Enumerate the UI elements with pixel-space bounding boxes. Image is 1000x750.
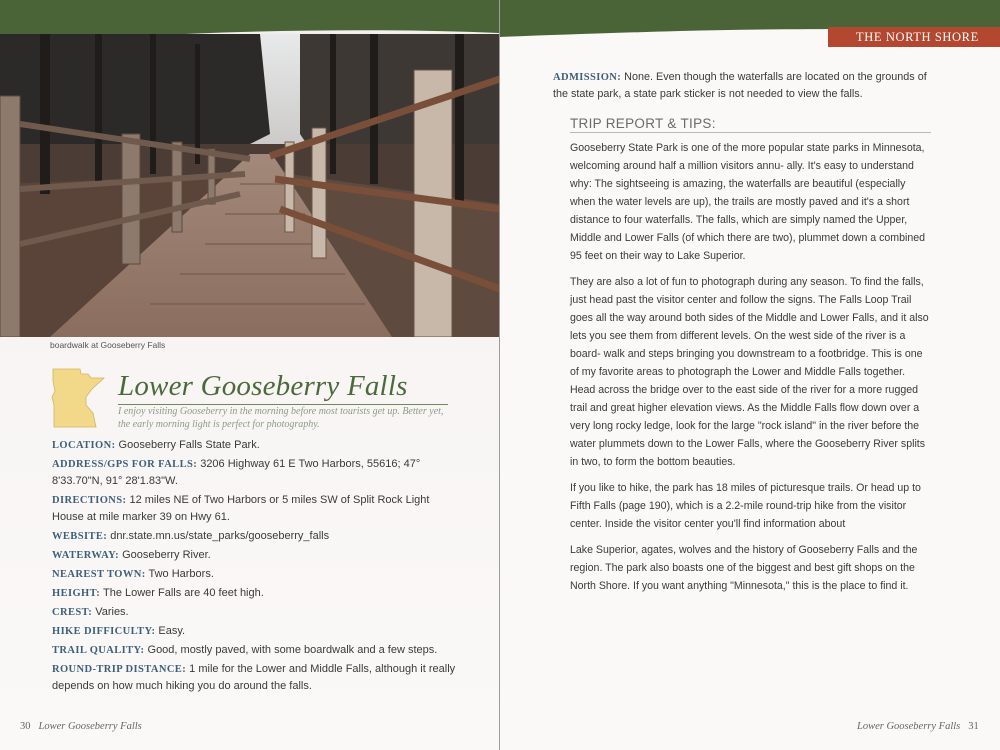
fact-value: Gooseberry River. bbox=[119, 549, 211, 561]
fact-round-trip-distance bbox=[52, 661, 462, 695]
fact-label: DIRECTIONS: bbox=[52, 495, 127, 506]
fact-value: The Lower Falls are 40 feet high. bbox=[100, 587, 264, 599]
fact-label: HEIGHT: bbox=[52, 588, 101, 599]
page-number: 31 bbox=[968, 721, 979, 732]
fact-value: Good, mostly paved, with some boardwalk and a few steps. bbox=[144, 644, 438, 656]
fact-label: LOCATION: bbox=[52, 440, 116, 451]
footer-right bbox=[857, 721, 979, 732]
section-heading: TRIP REPORT & TIPS: bbox=[570, 116, 931, 133]
facts-list bbox=[52, 437, 462, 697]
fact-label: WATERWAY: bbox=[52, 550, 120, 561]
fact-label: CREST: bbox=[52, 607, 93, 618]
page-number: 30 bbox=[20, 721, 31, 732]
fact-value: 1 mile for the Lower and Middle Falls, although it really depends on how much hiking you do around the falls. bbox=[52, 663, 456, 692]
fact-label: HIKE DIFFICULTY: bbox=[52, 626, 156, 637]
fact-value: Two Harbors. bbox=[145, 568, 214, 580]
fact-location bbox=[52, 437, 462, 454]
paragraph: They are also a lot of fun to photograph during any season. To find the falls, just head past the visitor center and follow the signs. The Falls Loop Trail goes all the way around both sides of the Middle and Lower Falls, and it also lets you see them from different levels. On the west side of the river is a board- walk and steps bringing you downstream to a footbridge. This is one of my favorite areas to photograph the Lower and Middle Falls together. Head across the bridge over to the east side of the river for a more rugged trail and great higher elevation views. As the Middle Falls flow down over a very long rocky ledge, look for the large "rock island" in the river before the water plummets down to the Lower Falls, where the Gooseberry River splits in two, to form the bottom beauties. bbox=[570, 276, 929, 468]
running-footer-title: Lower Gooseberry Falls bbox=[857, 721, 961, 732]
page-title: Lower Gooseberry Falls bbox=[118, 370, 448, 405]
fact-label: NEAREST TOWN: bbox=[52, 569, 146, 580]
fact-label: ROUND-TRIP DISTANCE: bbox=[52, 664, 187, 675]
running-footer-title: Lower Gooseberry Falls bbox=[38, 721, 142, 732]
fact-height bbox=[52, 585, 462, 602]
trip-report-body bbox=[570, 139, 932, 603]
fact-trail-quality bbox=[52, 642, 462, 659]
admission-label: ADMISSION: bbox=[553, 72, 622, 83]
fact-value: dnr.state.mn.us/state_parks/gooseberry_falls bbox=[107, 530, 330, 542]
boardwalk-photo bbox=[0, 34, 500, 337]
fact-hike-difficulty bbox=[52, 623, 462, 640]
fact-value: 12 miles NE of Two Harbors or 5 miles SW of Split Rock Light House at mile marker 39 on Hwy 61. bbox=[52, 494, 430, 523]
minnesota-state-map-icon bbox=[50, 367, 108, 429]
intro-text: I enjoy visiting Gooseberry in the morning before most tourists get up. Better yet, the early morning light is perfect for photography. bbox=[118, 406, 444, 430]
right-page bbox=[500, 0, 1000, 750]
fact-website bbox=[52, 528, 462, 545]
fact-value: Varies. bbox=[92, 606, 129, 618]
fact-label: ADDRESS/GPS FOR FALLS: bbox=[52, 459, 198, 470]
paragraph: Gooseberry State Park is one of the more popular state parks in Minnesota, welcoming around half a million visitors annu- ally. It's easy to understand why: The sightseeing is amazing, the waterfalls are beautiful (especially when the water levels are up), the trails are mostly paved and it's a short distance to four waterfalls. The falls, which are simply named the Upper, Middle and Lower Falls (of which there are two), plummet down a combined 95 feet on their way to Lake Superior. bbox=[570, 142, 926, 262]
fact-label: WEBSITE: bbox=[52, 531, 108, 542]
admission-value: None. Even though the waterfalls are located on the grounds of the state park, a state park sticker is not needed to view the falls. bbox=[553, 71, 927, 100]
fact-directions bbox=[52, 492, 462, 526]
fact-crest bbox=[52, 604, 462, 621]
photo-caption: boardwalk at Gooseberry Falls bbox=[50, 340, 166, 350]
fact-address bbox=[52, 456, 462, 490]
fact-value: Gooseberry Falls State Park. bbox=[115, 439, 260, 451]
chapter-tab: THE NORTH SHORE bbox=[828, 27, 1000, 47]
fact-value: Easy. bbox=[155, 625, 186, 637]
fact-label: TRAIL QUALITY: bbox=[52, 645, 145, 656]
paragraph: Lake Superior, agates, wolves and the history of Gooseberry Falls and the region. The park also boasts one of the biggest and best gift shops on the North Shore. If you want anything "Minnesota," this is the place to find it. bbox=[570, 544, 918, 592]
fact-nearest-town bbox=[52, 566, 462, 583]
footer-left bbox=[20, 721, 142, 732]
paragraph: If you like to hike, the park has 18 miles of picturesque trails. Or head up to Fifth Falls (page 190), which is a 2.2-mile round-trip hike from the visitor center. Inside the visitor center you'll find information about bbox=[570, 482, 921, 530]
fact-value: 3206 Highway 61 E Two Harbors, 55616; 47° 8'33.70"N, 91° 28'1.83"W. bbox=[52, 458, 421, 487]
admission-info bbox=[553, 69, 933, 103]
fact-waterway bbox=[52, 547, 462, 564]
